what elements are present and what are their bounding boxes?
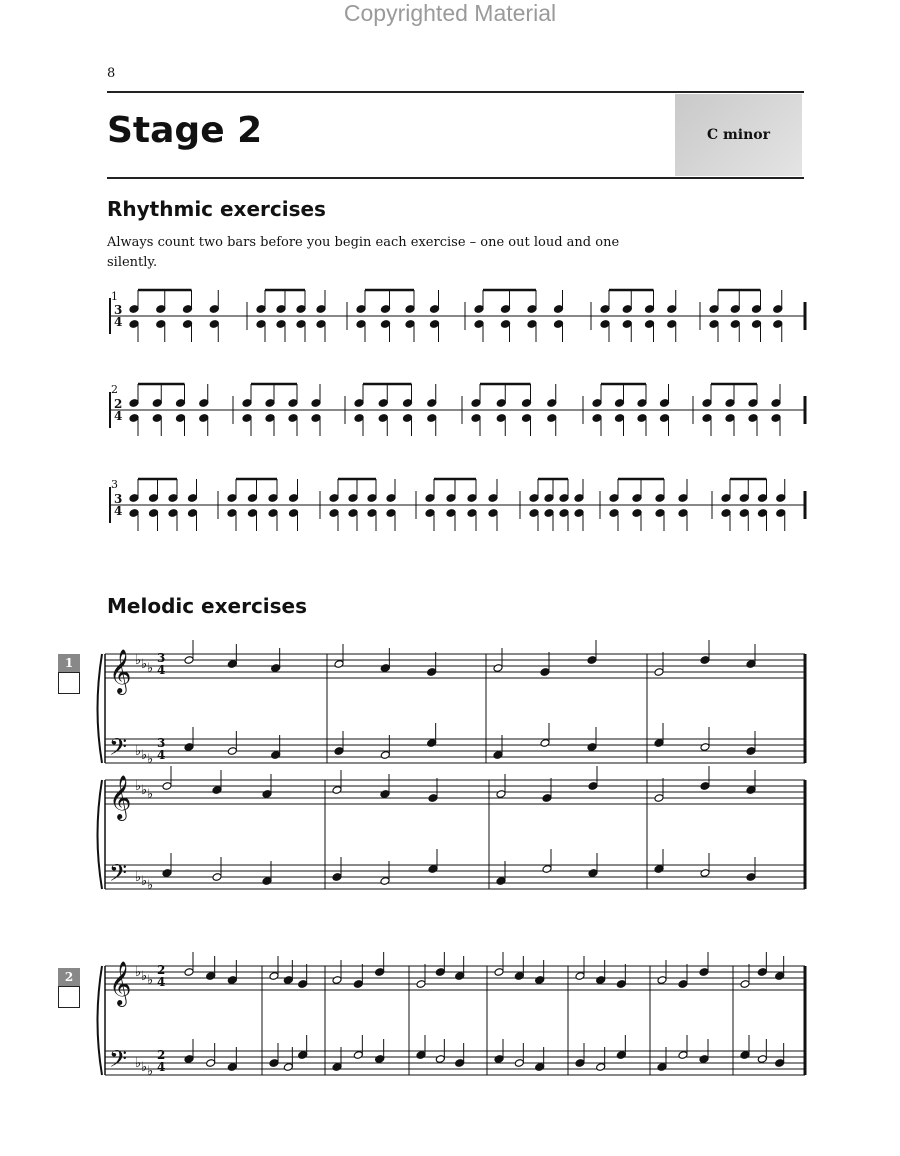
key-signature-flat: ♭ [135, 779, 142, 794]
key-signature-flat: ♭ [135, 1056, 142, 1071]
melodic-time-signature: 2 [157, 1048, 166, 1062]
melodic-time-signature: 4 [157, 975, 166, 989]
rhythmic-instructions: Always count two bars before you begin each exercise – one out loud and one silently. [107, 235, 620, 270]
key-signature-flat: ♭ [135, 653, 142, 668]
grand-staff-brace [98, 654, 103, 763]
key-signature-flat: ♭ [141, 1060, 148, 1075]
rhythm-time-signature: 2 [114, 397, 123, 411]
bass-clef: 𝄢 [109, 859, 128, 892]
treble-clef: 𝄞 [109, 649, 132, 693]
rhythm-exercise-number-3: 3 [111, 478, 118, 491]
melodic-exercise-number: 2 [58, 968, 80, 986]
key-signature-flat: ♭ [147, 661, 154, 676]
key-signature-flat: ♭ [135, 870, 142, 885]
treble-clef: 𝄞 [109, 775, 132, 819]
key-signature-flat: ♭ [141, 783, 148, 798]
melodic-time-signature: 2 [157, 963, 166, 977]
melodic-exercise-number: 1 [58, 654, 80, 672]
key-signature-flat: ♭ [135, 744, 142, 759]
key-signature-flat: ♭ [135, 965, 142, 980]
rhythm-time-signature: 4 [114, 409, 123, 423]
treble-clef: 𝄞 [109, 961, 132, 1005]
melodic-heading: Melodic exercises [107, 594, 308, 618]
bass-clef: 𝄢 [109, 733, 128, 766]
page-number: 8 [107, 66, 116, 81]
rhythm-time-signature: 4 [114, 504, 123, 518]
grand-staff-brace [98, 966, 103, 1075]
key-signature-flat: ♭ [147, 973, 154, 988]
key-signature-flat: ♭ [147, 787, 154, 802]
rhythm-time-signature: 3 [114, 492, 123, 506]
rhythmic-heading: Rhythmic exercises [107, 197, 326, 221]
key-signature-flat: ♭ [147, 1064, 154, 1079]
key-signature-flat: ♭ [141, 748, 148, 763]
key-signature-flat: ♭ [141, 874, 148, 889]
page-title: Stage 2 [107, 110, 263, 151]
rhythm-exercise-number-2: 2 [111, 383, 118, 396]
melodic-time-signature: 3 [157, 651, 166, 665]
rhythm-time-signature: 3 [114, 303, 123, 317]
key-signature-flat: ♭ [147, 752, 154, 767]
key-signature-flat: ♭ [141, 657, 148, 672]
bass-clef: 𝄢 [109, 1045, 128, 1078]
melodic-time-signature: 4 [157, 663, 166, 677]
melodic-time-signature: 3 [157, 736, 166, 750]
melodic-time-signature: 4 [157, 748, 166, 762]
rhythm-time-signature: 4 [114, 315, 123, 329]
melodic-time-signature: 4 [157, 1060, 166, 1074]
copyright-watermark: Copyrighted Material [343, 0, 557, 26]
key-signature-flat: ♭ [141, 969, 148, 984]
key-label: C minor [706, 127, 771, 143]
rhythm-exercise-number-1: 1 [111, 290, 118, 303]
key-signature-flat: ♭ [147, 878, 154, 893]
grand-staff-brace [98, 780, 103, 889]
